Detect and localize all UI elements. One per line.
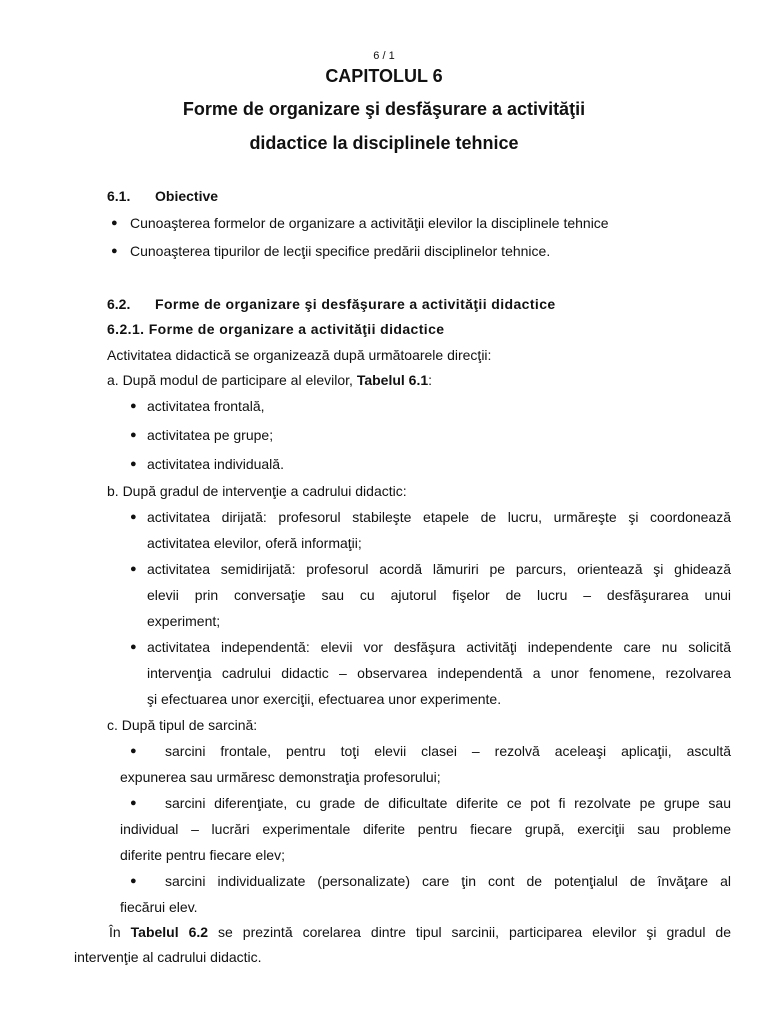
intro-text: Activitatea didactică se organizează după următoarele direcţii: bbox=[107, 347, 492, 363]
list-item-line: activitatea semidirijată: profesorul acordă lămuriri pe parcurs, orientează şi ghidează bbox=[147, 561, 731, 577]
bullet-icon: ● bbox=[130, 511, 137, 523]
section-6-2-title: Forme de organizare şi desfăşurare a activităţii didactice bbox=[155, 296, 556, 312]
chapter-title-line-1: Forme de organizare şi desfăşurare a activităţii bbox=[182, 99, 586, 119]
list-item-line: activitatea elevilor, oferă informaţii; bbox=[147, 535, 362, 551]
list-item-line: expunerea sau urmăresc demonstraţia profesorului; bbox=[120, 769, 441, 785]
list-item-line: experiment; bbox=[147, 613, 221, 629]
list-item-line: fiecărui elev. bbox=[120, 899, 198, 915]
bullet-icon: ● bbox=[130, 563, 137, 575]
chapter-heading: CAPITOLUL 6 bbox=[325, 66, 443, 86]
item-c-heading: c. După tipul de sarcină: bbox=[107, 717, 258, 733]
list-item: activitatea frontală, bbox=[147, 398, 265, 414]
bullet-icon: ● bbox=[130, 641, 137, 653]
section-6-2-number: 6.2. bbox=[107, 296, 131, 312]
list-item: activitatea pe grupe; bbox=[147, 427, 274, 443]
bullet-icon: ● bbox=[130, 400, 137, 412]
list-item-line: individual – lucrări experimentale diferite pentru fiecare grupă, exerciţii sau probleme bbox=[120, 821, 731, 837]
bullet-icon: ● bbox=[130, 429, 137, 441]
list-item-line: elevii prin conversaţie sau cu ajutorul fişelor de lucru – desfăşurarea unui bbox=[147, 587, 731, 603]
bullet-icon: ● bbox=[130, 745, 137, 757]
final-paragraph-line-1: În Tabelul 6.2 se prezintă corelarea dintre tipul sarcinii, participarea elevilor şi gradul de bbox=[109, 924, 731, 940]
list-item: activitatea individuală. bbox=[147, 456, 284, 472]
table-6-1-reference: Tabelul 6.1 bbox=[356, 372, 429, 388]
bullet-icon: ● bbox=[111, 245, 118, 257]
list-item-line: activitatea dirijată: profesorul stabileşte etapele de lucru, urmăreşte şi coordonează bbox=[147, 509, 731, 525]
section-6-1-number: 6.1. bbox=[107, 188, 131, 204]
bullet-icon: ● bbox=[111, 217, 118, 229]
list-item-line: activitatea independentă: elevii vor desfăşura activităţi independente care nu solicită bbox=[147, 639, 731, 655]
list-item-line: şi efectuarea unor exerciţii, efectuarea unor experimente. bbox=[147, 691, 502, 707]
objective-item: Cunoaşterea tipurilor de lecţii specifice predării disciplinelor tehnice. bbox=[130, 243, 551, 259]
item-b-heading: b. După gradul de intervenţie a cadrului didactic: bbox=[107, 483, 407, 499]
chapter-title-line-2: didactice la disciplinele tehnice bbox=[249, 133, 519, 153]
bullet-icon: ● bbox=[130, 875, 137, 887]
bullet-icon: ● bbox=[130, 458, 137, 470]
page-number: 6 / 1 bbox=[373, 50, 395, 62]
table-6-2-reference: Tabelul 6.2 bbox=[130, 924, 209, 940]
bullet-icon: ● bbox=[130, 797, 137, 809]
section-6-1-title: Obiective bbox=[155, 188, 219, 204]
list-item-line: intervenţia cadrului didactic – observarea independentă a unor fenomene, rezolvarea bbox=[147, 665, 731, 681]
item-a-heading: a. După modul de participare al elevilor, Tabelul 6.1: bbox=[107, 372, 433, 388]
objective-item: Cunoaşterea formelor de organizare a activităţii elevilor la disciplinele tehnice bbox=[130, 215, 609, 231]
list-item-line: sarcini diferenţiate, cu grade de dificultate diferite ce pot fi rezolvate pe grupe sau bbox=[165, 795, 731, 811]
list-item-line: sarcini individualizate (personalizate) care ţin cont de potenţialul de învăţare al bbox=[165, 873, 731, 889]
section-6-2-1-heading: 6.2.1. Forme de organizare a activităţii didactice bbox=[107, 321, 445, 337]
list-item-line: sarcini frontale, pentru toţi elevii clasei – rezolvă aceleaşi aplicaţii, ascultă bbox=[165, 743, 731, 759]
final-paragraph-line-2: intervenţie al cadrului didactic. bbox=[74, 949, 262, 965]
list-item-line: diferite pentru fiecare elev; bbox=[120, 847, 285, 863]
